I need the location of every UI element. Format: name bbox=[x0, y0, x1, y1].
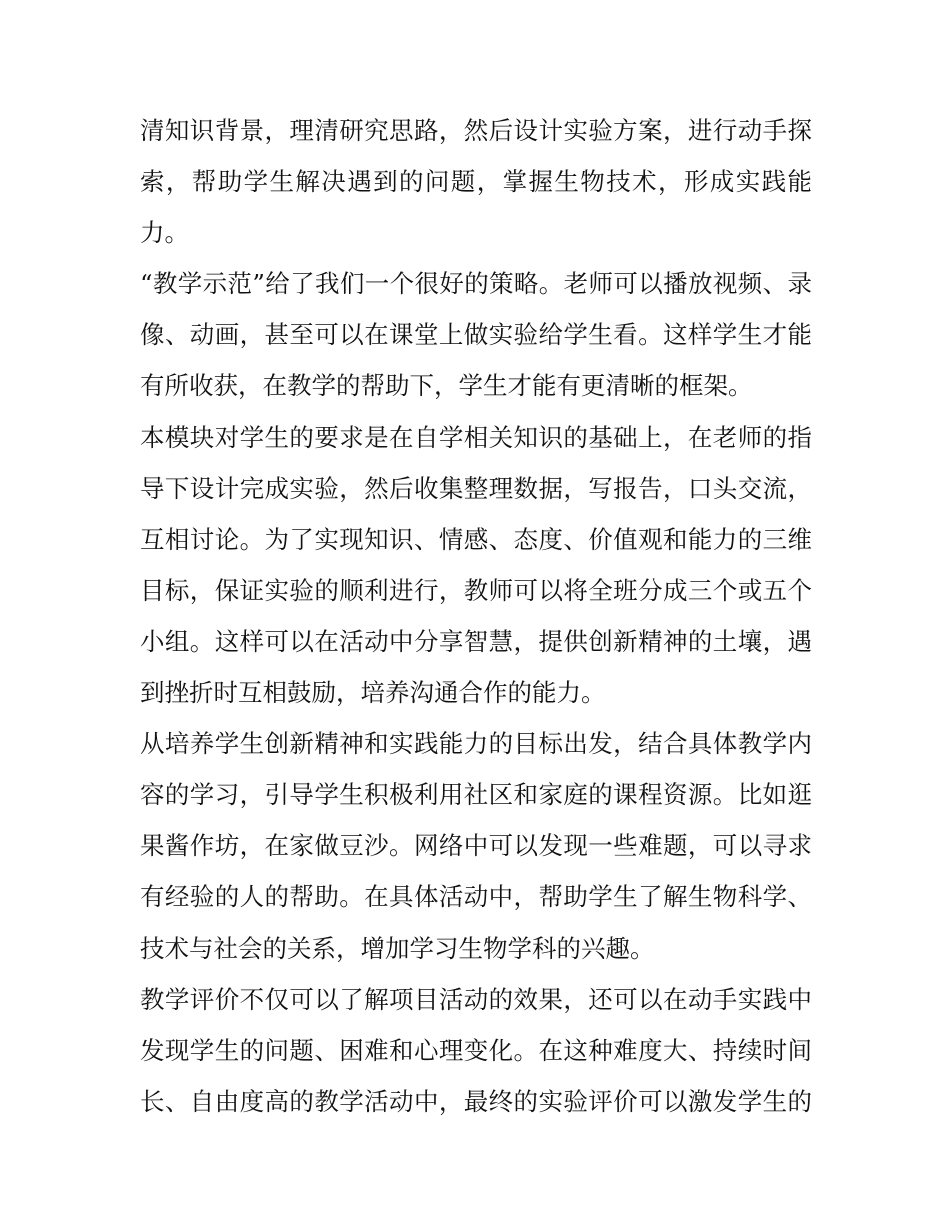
paragraph bbox=[140, 974, 812, 1127]
text-line: 像、动画，甚至可以在课堂上做实验给学生看。这样学生才能 bbox=[140, 320, 812, 350]
text-line: 果酱作坊，在家做豆沙。网络中可以发现一些难题，可以寻求 bbox=[140, 831, 812, 861]
text-line: 力。 bbox=[140, 218, 189, 248]
text-line: 到挫折时互相鼓励，培养沟通合作的能力。 bbox=[140, 678, 606, 708]
text-line: 容的学习，引导学生积极利用社区和家庭的课程资源。比如逛 bbox=[140, 780, 812, 810]
text-line: 教学评价不仅可以了解项目活动的效果，还可以在动手实践中 bbox=[140, 984, 812, 1014]
text-line: 有经验的人的帮助。在具体活动中，帮助学生了解生物科学、 bbox=[140, 882, 812, 912]
paragraph bbox=[140, 105, 812, 258]
text-line: 互相讨论。为了实现知识、情感、态度、价值观和能力的三维 bbox=[140, 524, 812, 554]
document-body bbox=[140, 105, 812, 1127]
text-line: 有所收获，在教学的帮助下，学生才能有更清晰的框架。 bbox=[140, 371, 753, 401]
text-line: 长、自由度高的教学活动中，最终的实验评价可以激发学生的 bbox=[140, 1086, 812, 1116]
text-line: 发现学生的问题、困难和心理变化。在这种难度大、持续时间 bbox=[140, 1035, 812, 1065]
text-line: 目标，保证实验的顺利进行，教师可以将全班分成三个或五个 bbox=[140, 575, 812, 605]
paragraph bbox=[140, 412, 812, 719]
text-line: 从培养学生创新精神和实践能力的目标出发，结合具体教学内 bbox=[140, 729, 812, 759]
text-line: 索，帮助学生解决遇到的问题，掌握生物技术，形成实践能 bbox=[140, 167, 812, 197]
paragraph bbox=[140, 718, 812, 973]
paragraph bbox=[140, 258, 812, 411]
text-line: “教学示范”给了我们一个很好的策略。老师可以播放视频、录 bbox=[140, 269, 812, 299]
text-line: 本模块对学生的要求是在自学相关知识的基础上，在老师的指 bbox=[140, 422, 812, 452]
text-line: 导下设计完成实验，然后收集整理数据，写报告，口头交流， bbox=[140, 473, 812, 503]
text-line: 技术与社会的关系，增加学习生物学科的兴趣。 bbox=[140, 933, 655, 963]
text-line: 清知识背景，理清研究思路，然后设计实验方案，进行动手探 bbox=[140, 116, 812, 145]
text-line: 小组。这样可以在活动中分享智慧，提供创新精神的土壤，遇 bbox=[140, 626, 812, 656]
